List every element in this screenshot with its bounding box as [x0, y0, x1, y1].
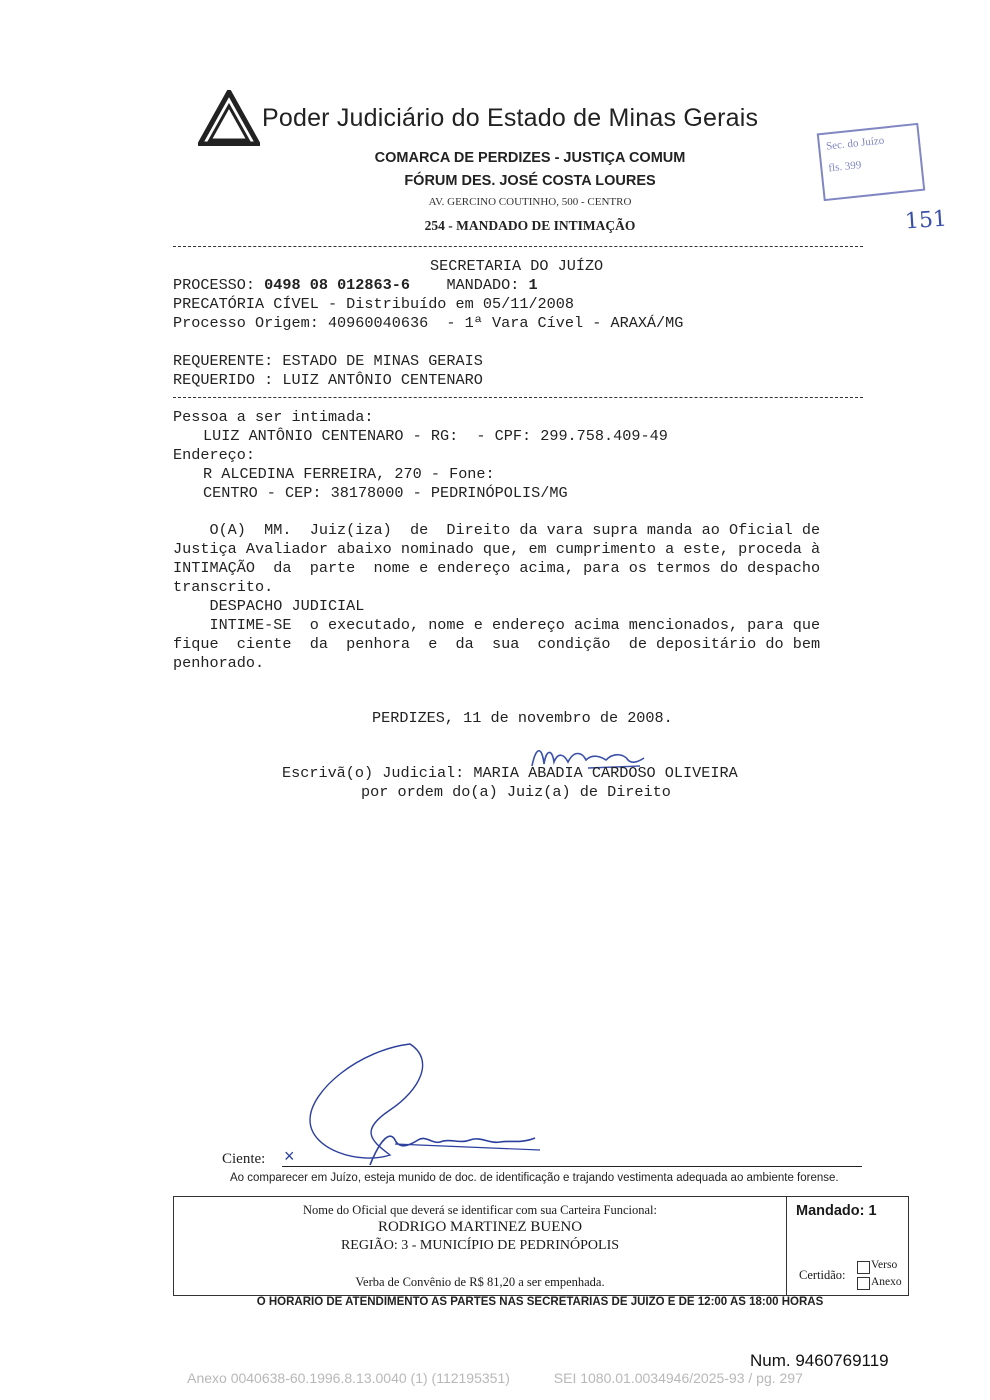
mandado-label: MANDADO: [446, 276, 520, 294]
box-divider [786, 1197, 787, 1295]
processo-number: 0498 08 012863-6 [264, 276, 410, 294]
date-line: PERDIZES, 11 de novembro de 2008. [372, 709, 673, 727]
court-title: Poder Judiciário do Estado de Minas Gerais [262, 104, 759, 132]
forum-line: FÓRUM DES. JOSÉ COSTA LOURES [404, 173, 656, 189]
divider [173, 397, 863, 398]
endereco-city: CENTRO - CEP: 38178000 - PEDRINÓPOLIS/MG [203, 484, 568, 502]
certidao-label: Certidão: [799, 1268, 846, 1282]
body-line: fique ciente da penhora e da sua condição de depositário do bem [173, 635, 821, 653]
processo-label: PROCESSO: [173, 276, 256, 294]
requerido-line: REQUERIDO : LUIZ ANTÔNIO CENTENARO [173, 371, 483, 389]
body-line: O(A) MM. Juiz(iza) de Direito da vara supra manda ao Oficial de [173, 521, 821, 539]
secretaria-stamp [817, 123, 926, 201]
ciente-mark: × [284, 1146, 295, 1166]
body-line: transcrito. [173, 578, 274, 596]
hours-notice: O HORARIO DE ATENDIMENTO AS PARTES NAS SECRETARIAS DE JUIZO E DE 12:00 AS 18:00 HORAS [256, 1296, 824, 1308]
body-line: INTIME-SE o executado, nome e endereço acima mencionados, para que [173, 616, 821, 634]
intimado-person: LUIZ ANTÔNIO CENTENARO - RG: - CPF: 299.758.409-49 [203, 427, 668, 445]
ciente-signature-line [282, 1166, 862, 1167]
verba-line: Verba de Convênio de R$ 81,20 a ser empenhada. [355, 1275, 605, 1289]
tjmg-logo-icon [198, 90, 260, 146]
oficial-name: RODRIGO MARTINEZ BUENO [377, 1219, 583, 1235]
verso-checkbox[interactable] [857, 1261, 870, 1274]
ciente-label: Ciente: [222, 1151, 266, 1167]
body-line: penhorado. [173, 654, 265, 672]
footer [0, 1370, 990, 1386]
mandado-number: 1 [528, 276, 538, 294]
verso-label: Verso [871, 1259, 898, 1271]
body-line: Justiça Avaliador abaixo nominado que, em cumprimento a este, proceda à [173, 540, 821, 558]
precatoria-line: PRECATÓRIA CÍVEL - Distribuído em 05/11/2008 [173, 295, 575, 313]
anexo-label: Anexo [871, 1276, 902, 1288]
ciente-note: Ao comparecer em Juízo, esteja munido de doc. de identificação e trajando vestimenta adequada ao ambiente forense. [230, 1172, 839, 1184]
stamp-line-2: fls. 399 [827, 159, 862, 175]
document-number: Num. 9460769119 [750, 1351, 889, 1370]
oficial-regiao: REGIÃO: 3 - MUNICÍPIO DE PEDRINÓPOLIS [340, 1238, 620, 1253]
footer-right: SEI 1080.01.0034946/2025-93 / pg. 297 [553, 1370, 803, 1386]
box-mandado: Mandado: 1 [796, 1203, 877, 1219]
origem-line: Processo Origem: 40960040636 - 1ª Vara Cível - ARAXÁ/MG [173, 314, 684, 332]
body-line: INTIMAÇÃO da parte nome e endereço acima, para os termos do despacho [173, 559, 821, 577]
document-type: 254 - MANDADO DE INTIMAÇÃO [424, 218, 636, 233]
secretaria-label: SECRETARIA DO JUÍZO [430, 257, 604, 275]
anexo-checkbox[interactable] [857, 1277, 870, 1290]
body-line: DESPACHO JUDICIAL [173, 597, 365, 615]
processo-line [173, 276, 538, 295]
handwritten-page-number: 151 [904, 206, 948, 235]
divider [173, 246, 863, 247]
escriva-line: Escrivã(o) Judicial: MARIA ABADIA CARDOSO OLIVEIRA [282, 764, 738, 782]
stamp-line-1: Sec. do Juízo [825, 134, 885, 153]
footer-left: Anexo 0040638-60.1996.8.13.0040 (1) (112195351) [187, 1370, 510, 1386]
intimado-label: Pessoa a ser intimada: [173, 408, 374, 426]
oficial-label: Nome do Oficial que deverá se identificar com sua Carteira Funcional: [302, 1203, 658, 1217]
ciente-signature [300, 1040, 550, 1170]
oficial-box [173, 1196, 909, 1296]
comarca-line: COMARCA DE PERDIZES - JUSTIÇA COMUM [374, 150, 686, 166]
endereco-street: R ALCEDINA FERREIRA, 270 - Fone: [203, 465, 495, 483]
address-line: AV. GERCINO COUTINHO, 500 - CENTRO [428, 196, 632, 208]
requerente-line: REQUERENTE: ESTADO DE MINAS GERAIS [173, 352, 483, 370]
ordem-line: por ordem do(a) Juiz(a) de Direito [361, 783, 671, 801]
endereco-label: Endereço: [173, 446, 256, 464]
